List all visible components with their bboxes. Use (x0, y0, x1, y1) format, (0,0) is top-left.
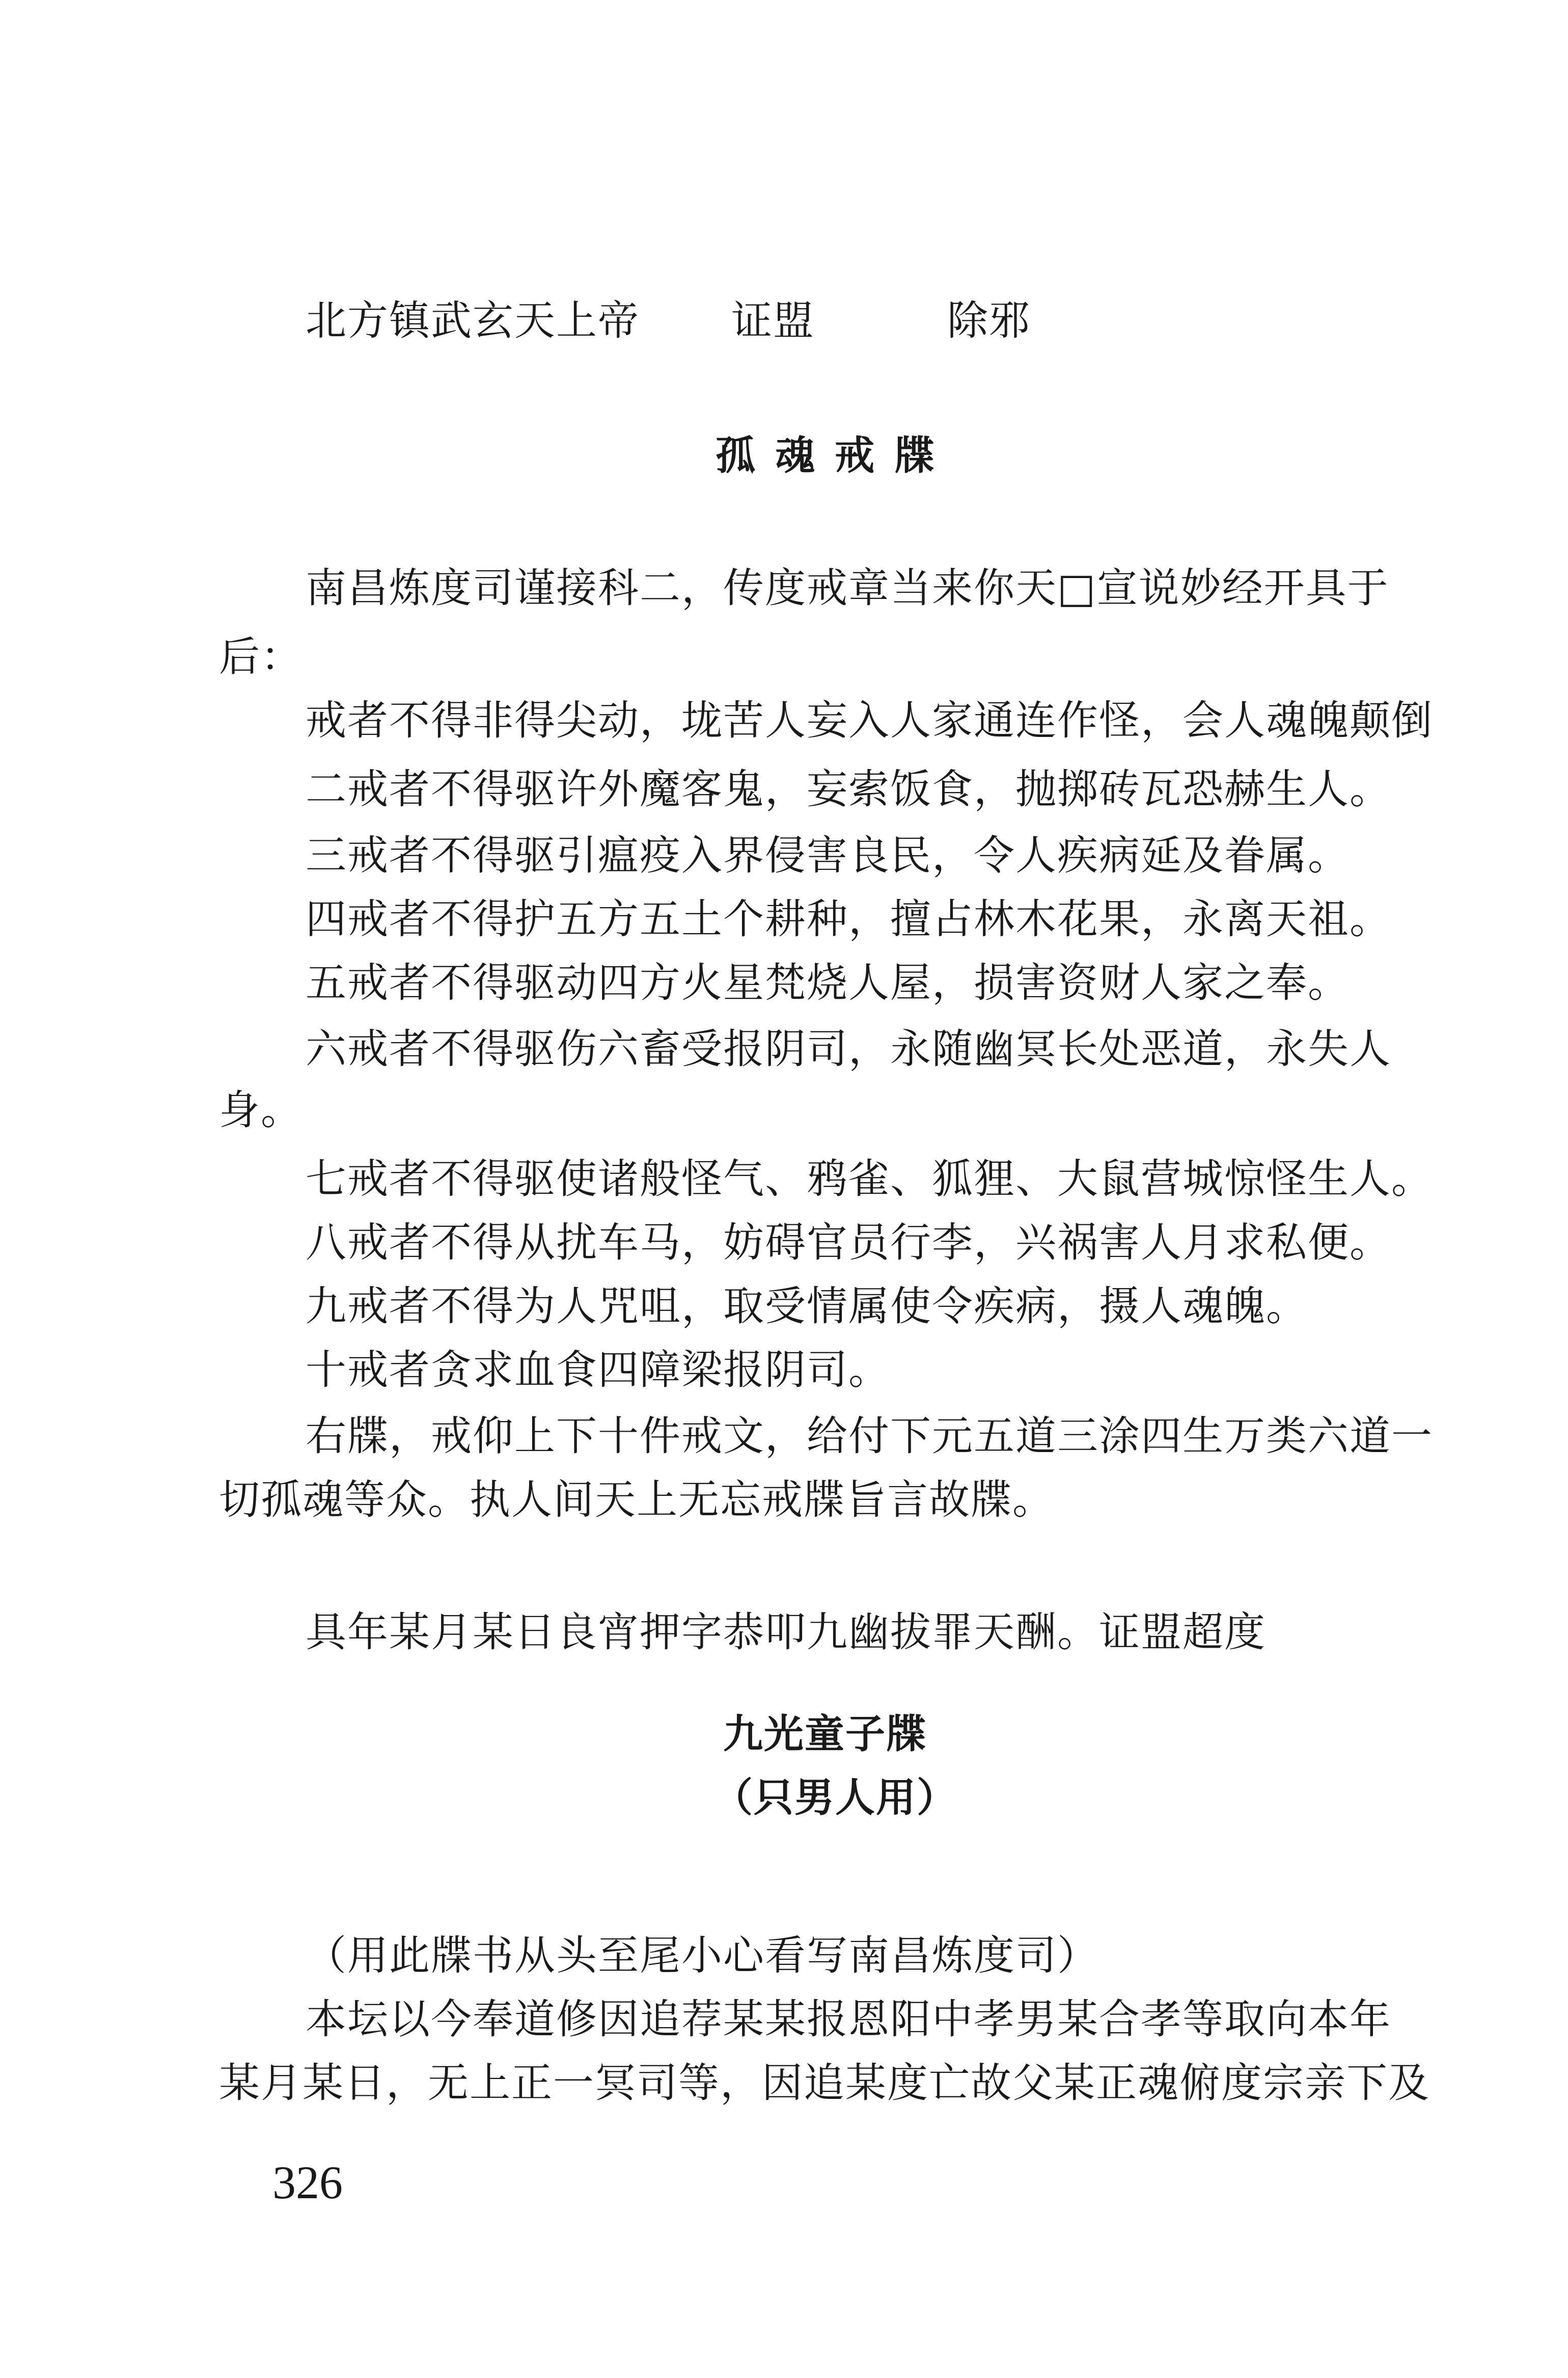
precept-8: 八戒者不得从扰车马，妨碍官员行李，兴祸害人月求私便。 (306, 1219, 1391, 1266)
closing-line-2: 切孤魂等众。执人间天上无忘戒牒旨言故牒。 (219, 1476, 1054, 1523)
precept-3: 三戒者不得驱引瘟疫入界侵害良民，令人疾病延及眷属。 (306, 832, 1350, 879)
section-title-orphan-souls: 孤 魂 戒 牒 (716, 433, 938, 479)
deity-name: 北方镇武玄天上帝 (306, 297, 640, 344)
date-line: 具年某月某日良宵押字恭叩九幽拔罪天酬。证盟超度 (306, 1608, 1266, 1656)
role-witness: 证盟 (731, 297, 815, 344)
role-exorcise: 除邪 (947, 297, 1031, 344)
precept-7: 七戒者不得驱使诸般怪气、鸦雀、狐狸、大鼠营城惊怪生人。 (306, 1155, 1433, 1202)
section-subtitle-men-only: （只男人用） (713, 1775, 958, 1821)
section-title-nine-light-boy: 九光童子牒 (723, 1711, 927, 1757)
writing-note: （用此牒书从头至尾小心看写南昌炼度司） (306, 1932, 1099, 1979)
body-line-1: 本坛以今奉道修因追荐某某报恩阳中孝男某合孝等取向本年 (306, 1996, 1391, 2043)
precept-1: 戒者不得非得尖动，垅苦人妄入人家通连作怪，会人魂魄颠倒 (306, 697, 1433, 744)
closing-line-1: 右牒，戒仰上下十件戒文，给付下元五道三涂四生万类六道一 (306, 1412, 1433, 1460)
precept-4: 四戒者不得护五方五土个耕种，擅占林木花果，永离天祖。 (306, 895, 1391, 943)
deity-line (306, 295, 1031, 346)
precept-9: 九戒者不得为人咒咀，取受情属使令疾病，摄人魂魄。 (306, 1282, 1308, 1330)
precept-10: 十戒者贪求血食四障梁报阴司。 (306, 1346, 890, 1393)
precept-5: 五戒者不得驱动四方火星梵烧人屋，损害资财人家之奉。 (306, 959, 1350, 1006)
intro-line-2: 后： (219, 633, 302, 680)
intro-line-1: 南昌炼度司谨接科二，传度戒章当来你天□宣说妙经开具于 (306, 564, 1389, 612)
precept-6-cont: 身。 (219, 1086, 302, 1134)
precept-2: 二戒者不得驱许外魔客鬼，妄索饭食，抛掷砖瓦恐赫生人。 (306, 766, 1391, 813)
body-line-2: 某月某日，无上正一冥司等，因追某度亡故父某正魂俯度宗亲下及 (219, 2059, 1430, 2107)
precept-6: 六戒者不得驱伤六畜受报阴司，永随幽冥长处恶道，永失人 (306, 1025, 1391, 1073)
page-number: 326 (272, 2156, 343, 2208)
